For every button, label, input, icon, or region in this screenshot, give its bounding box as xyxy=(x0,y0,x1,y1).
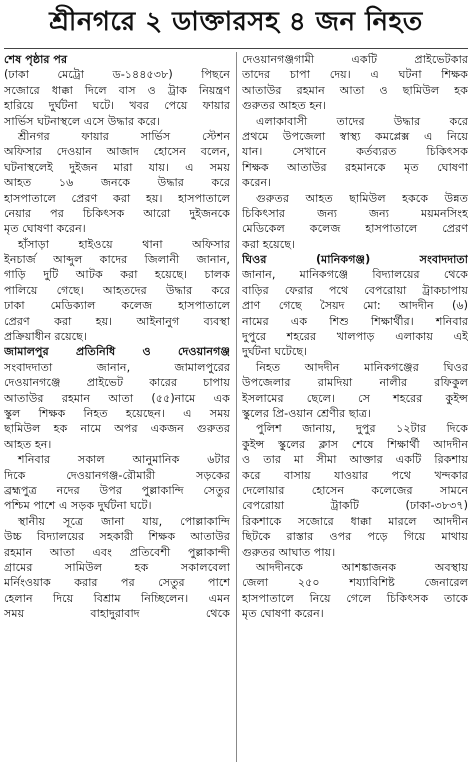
article-text-line: বাড়ির ফেরার পথে বেপরোয়া ট্রাকচাপায় xyxy=(242,283,468,297)
headline: শ্রীনগরে ২ ডাক্তারসহ ৪ জন নিহত xyxy=(49,7,423,37)
article-text-line: করা হয়েছে। xyxy=(242,237,296,251)
byline-line: ঘিওর (মানিকগঞ্জ) সংবাদদাতা xyxy=(242,253,468,267)
column-divider xyxy=(236,52,237,762)
article-text-line: রহমান আতা এবং প্রতিবেশী পুল্লাকান্দী xyxy=(4,545,230,559)
article-text-line: গ্রামের সামিউল হক সকালবেলা xyxy=(4,560,230,574)
article-text-line: দুপুরে শহরের খালপাড় এলাকায় এই xyxy=(242,330,468,344)
article-column-right xyxy=(242,52,468,621)
article-text-line: ইসলামের ছেলে। সে শহরের কুইন্স xyxy=(242,391,468,405)
article-text-line: পালিয়ে গেছে। আহতদের উদ্ধার করে xyxy=(4,283,230,297)
article-text-line: আতাউর রহমান আতা (৫৫)নামে এক xyxy=(4,391,230,405)
article-text-line: ব্রহ্মপুত্র নদের উপর পুল্লাকান্দি সেতুর xyxy=(4,483,230,497)
article-text-line: শনিবার সকাল আনুমানিক ৬টার xyxy=(18,453,230,467)
article-text-line: ছামিউল হক নামে অপর একজন গুরুতর xyxy=(4,422,230,436)
byline-line: শেষ পৃষ্ঠার পর xyxy=(4,53,68,66)
article-text-line: করে বাসায় যাওয়ার পথে খন্দকার xyxy=(242,468,468,482)
article-text-line: অফিসার দেওয়ান আজাদ হোসেন বলেন, xyxy=(4,145,230,159)
article-text-line: নিহত আদদীন মানিকগঞ্জের ঘিওর xyxy=(256,360,468,374)
article-text-line: পুলিশ জানায়, দুপুর ১২টার দিকে xyxy=(256,422,468,436)
article-column-left xyxy=(4,52,230,621)
article-text-line: কুইন্স স্কুলের ক্লাস শেষে শিক্ষার্থী আদদীন xyxy=(242,437,468,451)
byline-line: জামালপুর প্রতিনিধি ও দেওয়ানগঞ্জ xyxy=(4,345,230,359)
article-text-line: আতাউর রহমান আতা ও ছামিউল হক xyxy=(242,83,468,97)
article-text-line: মৃত ঘোষণা করেন। xyxy=(4,222,86,236)
headline-rule xyxy=(4,48,468,49)
article-text-line: গুরুতর আহত ছামিউল হককে উন্নত xyxy=(256,191,468,205)
article-text-line: ঘটনাস্থলেই দুইজন মারা যায়। এ সময় xyxy=(4,160,230,174)
article-text-line: চিকিৎসার জন্য জন্য ময়মনসিংহ xyxy=(242,206,468,220)
article-text-line: জেলা ২৫০ শয্যাবিশিষ্ট জেনারেল xyxy=(242,576,468,590)
article-text-line: দেলোয়ার হোসেন কলেজের সামনে xyxy=(242,483,468,497)
article-text-line: হাঁসাড়া হাইওয়ে থানা অফিসার xyxy=(18,237,230,251)
article-text-line: প্রাণ গেছে সৈয়দ মো: আদদীন (৬) xyxy=(242,299,468,313)
article-text-line: জানান, মানিকগঞ্জে বিদ্যালয়ের থেকে xyxy=(242,268,468,282)
article-text-line: উচ্চ বিদ্যালয়ের সহকারী শিক্ষক আতাউর xyxy=(4,530,230,544)
article-text-line: দেওয়ানগঞ্জগামী একটি প্রাইভেটকার xyxy=(242,53,468,66)
article-text-line: ইনচার্জ আব্দুল কাদের জিলানী জানান, xyxy=(4,253,230,267)
article-text-line: দুর্ঘটনা ঘটেছে। xyxy=(242,345,308,359)
article-text-line: আহত ১৬ জনকে উদ্ধার করে xyxy=(4,176,230,190)
article-text-line: হাসপাতালে প্রেরণ করা হয়। হাসপাতালে xyxy=(4,191,230,205)
article-text-line: (ঢাকা মেট্রো ড-১৪৪৫৩৮) পিছনে xyxy=(4,68,230,82)
article-text-line: স্কুলের প্রি-ওয়ান শ্রেণীর ছাত্র। xyxy=(242,406,372,420)
article-text-line: পশ্চিম পাশে এ সড়ক দুর্ঘটনা ঘটে। xyxy=(4,499,152,513)
article-text-line: করেন। xyxy=(242,176,272,190)
article-text-line: শিক্ষক আতাউর রহমানকে মৃত ঘোষণা xyxy=(242,160,468,174)
article-text-line: সজোরে ধাক্কা দিলে বাস ও ট্রাক নিয়ন্ত্রণ xyxy=(4,83,230,97)
article-text-line: ও তার মা সীমা আক্তার একটি রিকশায় xyxy=(242,453,468,467)
article-text-line: প্রক্রিয়াধীন রয়েছে। xyxy=(4,330,87,344)
article-text-line: হারিয়ে দুর্ঘটনা ঘটে। খবর পেয়ে ফায়ার xyxy=(4,99,230,113)
article-text-line: সংবাদদাতা জানান, জামালপুরের xyxy=(4,360,230,374)
article-text-line: দেওয়ানগঞ্জে প্রাইভেট কারের চাপায় xyxy=(4,376,230,390)
article-text-line: স্থানীয় সূত্রে জানা যায়, পোল্লাকান্দি xyxy=(18,514,230,528)
article-text-line: প্রথমে উপজেলা স্বাস্থ্য কমপ্লেক্স এ নিয়ে xyxy=(242,129,468,143)
article-text-line: শ্রীনগর ফায়ার সার্ভিস স্টেশন xyxy=(18,129,230,143)
article-text-line: প্রেরণ করা হয়। আইনানুগ ব্যবস্থা xyxy=(4,314,230,328)
article-text-line: তাদের চাপা দেয়। এ ঘটনা শিক্ষক xyxy=(242,68,468,82)
article-text-line: হেলান দিয়ে বিশ্রাম নিচ্ছিলেন। এমন xyxy=(4,591,230,605)
article-text-line: বেপরোয়া ট্রাকটি (ঢাকা-৩৮৩৭) xyxy=(242,499,468,513)
article-text-line: ছিটকে রাস্তার ওপর পড়ে গিয়ে মাথায় xyxy=(242,530,468,544)
article-text-line: সার্ভিস ঘটনাস্থলে এসে উদ্ধার করে। xyxy=(4,114,161,128)
article-text-line: স্কুল শিক্ষক নিহত হয়েছেন। এ সময় xyxy=(4,406,230,420)
article-text-line: আদদীনকে আশঙ্কাজনক অবস্থায় xyxy=(256,560,468,574)
article-text-line: হাসপাতালে নিয়ে গেলে চিকিৎসক তাকে xyxy=(242,591,468,605)
article-text-line: যান। সেখানে কর্তব্যরত চিকিৎসক xyxy=(242,145,468,159)
article-text-line: নেয়ার পর চিকিৎসক আরো দুইজনকে xyxy=(4,206,230,220)
article-text-line: ঢাকা মেডিক্যাল কলেজ হাসপাতালে xyxy=(4,299,230,313)
article-text-line: উপজেলার রামদিয়া নালীর রফিকুল xyxy=(242,376,468,390)
article-text-line: রিকশাকে সজোরে ধাক্কা মারলে আদদীন xyxy=(242,514,468,528)
article-text-line: সময় বাহাদুরাবাদ থেকে xyxy=(4,607,230,621)
article-text-line: গুরুতর আহত হন। xyxy=(242,99,327,113)
article-text-line: মৃত ঘোষণা করেন। xyxy=(242,607,324,621)
article-text-line: গুরুতর আঘাত পায়। xyxy=(242,545,336,559)
article-text-line: গাড়ি দুটি আটক করা হয়েছে। চালক xyxy=(4,268,230,282)
article-text-line: নামের এক শিশু শিক্ষার্থীর। শনিবার xyxy=(242,314,468,328)
article-text-line: মর্নিংওয়াক করার পর সেতুর পাশে xyxy=(4,576,230,590)
article-text-line: এলাকাবাসী তাদের উদ্ধার করে xyxy=(256,114,468,128)
article-text-line: আহত হন। xyxy=(4,437,52,451)
article-text-line: মেডিকেল কলেজ হাসপাতালে প্রেরণ xyxy=(242,222,468,236)
article-text-line: দিকে দেওয়ানগঞ্জ-রৌমারী সড়কের xyxy=(4,468,230,482)
